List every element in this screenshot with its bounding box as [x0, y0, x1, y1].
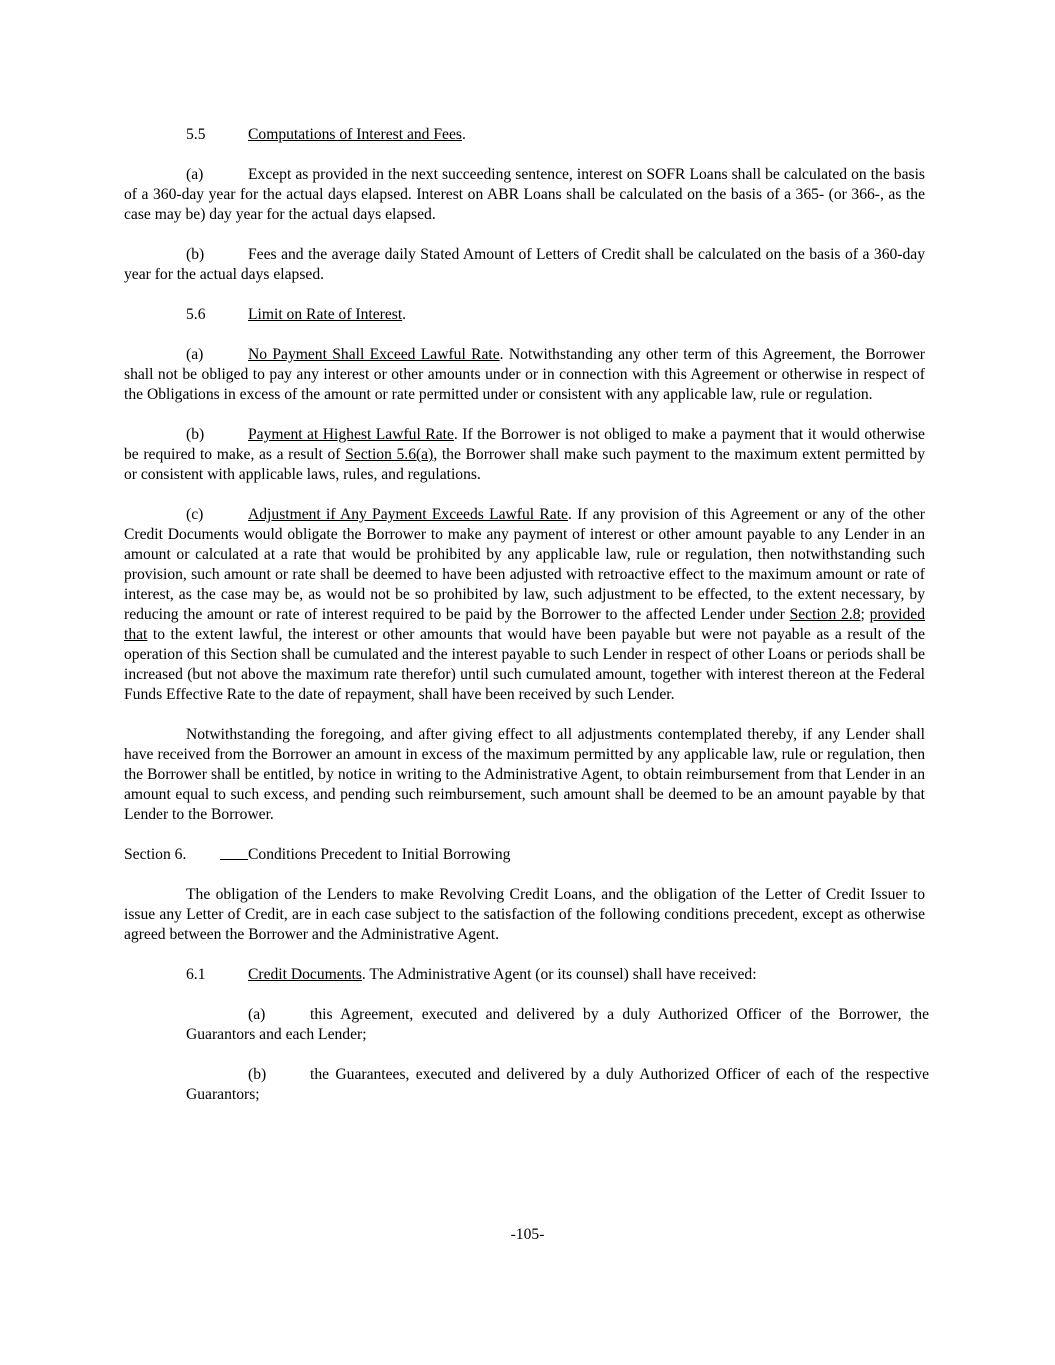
- clause-5-6-b: (b) Payment at Highest Lawful Rate. If the Borrower is not obliged to make a payment that it would otherwise be required to make, as a result of Section 5.6(a), the Borrower shall make such payment to the maximum extent permitted by or consistent with applicable laws, rules, and regulations.: [124, 426, 925, 483]
- clause-label: (b): [186, 246, 205, 263]
- section-5-6-heading: 5.6 Limit on Rate of Interest.: [186, 306, 407, 323]
- clause-label: (c): [186, 506, 204, 523]
- clause-6-1-b: (b) the Guarantees, executed and delivered by a duly Authorized Officer of each of the respective Guarantors;: [186, 1066, 929, 1103]
- cross-reference-link[interactable]: Section 2.8: [789, 606, 861, 623]
- page-body: [124, 125, 929, 1105]
- clause-6-1-a: (a) this Agreement, executed and delivered by a duly Authorized Officer of the Borrower, the Guarantors and each Lender;: [186, 1006, 929, 1043]
- section-6-1-heading: 6.1 Credit Documents. The Administrative Agent (or its counsel) shall have received:: [186, 966, 757, 983]
- clause-5-6-c: (c) Adjustment if Any Payment Exceeds Lawful Rate. If any provision of this Agreement or any of the other Credit Documents would obligate the Borrower to make any payment of interest or other amount payable to any Lender in an amount or calculated at a rate that would be prohibited by any applicable law, rule or regulation, then notwithstanding such provision, such amount or rate shall be deemed to have been adjusted with retroactive effect to the maximum amount or rate of interest, as the case may be, as would not be so prohibited by law, such adjustment to be effected, to the extent necessary, by reducing the amount or rate of interest required to be paid by the Borrower to the affected Lender under Section 2.8; provided that to the extent lawful, the interest or other amounts that would have been payable but were not payable as a result of the operation of this Section shall be cumulated and the interest payable to such Lender in respect of other Loans or periods shall be increased (but not above the maximum rate therefor) until such cumulated amount, together with interest thereon at the Federal Funds Effective Rate to the date of repayment, shall have been received by such Lender.: [124, 506, 926, 703]
- provided-term: provided: [869, 606, 926, 623]
- section-label: Section 6.: [124, 846, 187, 863]
- clause-heading: No Payment Shall Exceed Lawful Rate: [248, 346, 500, 363]
- section-number: 5.6: [186, 306, 206, 323]
- section-number: 6.1: [186, 966, 206, 983]
- cross-reference-link[interactable]: Section 5.6(a): [345, 446, 434, 463]
- section-title: Limit on Rate of Interest: [248, 306, 403, 323]
- section-5-5-heading: 5.5 Computations of Interest and Fees.: [186, 126, 466, 143]
- clause-label: (b): [248, 1066, 267, 1083]
- clause-label: (b): [186, 426, 205, 443]
- page-number: -105-: [510, 1226, 545, 1243]
- section-number: 5.5: [186, 126, 206, 143]
- clause-5-6-a: (a) No Payment Shall Exceed Lawful Rate. Notwithstanding any other term of this Agreement, the Borrower shall not be obliged to pay any interest or other amounts under or in connection with this Agreement or otherwise in respect of the Obligations in excess of the amount or rate permitted under or consistent with any applicable law, rule or regulation.: [124, 346, 925, 403]
- section-title: Credit Documents: [248, 966, 362, 983]
- clause-label: (a): [186, 166, 204, 183]
- section-title: Computations of Interest and Fees: [248, 126, 462, 143]
- clause-5-5-a: (a) Except as provided in the next succeeding sentence, interest on SOFR Loans shall be calculated on the basis of a 360-day year for the actual days elapsed. Interest on ABR Loans shall be calculated on the basis of a 365- (or 366-, as the case may be) day year for the actual days elapsed.: [124, 166, 925, 223]
- section-title: Conditions Precedent to Initial Borrowing: [248, 846, 511, 863]
- clause-label: (a): [248, 1006, 266, 1023]
- clause-heading: Payment at Highest Lawful Rate: [248, 426, 454, 443]
- notwithstanding-paragraph: Notwithstanding the foregoing, and after giving effect to all adjustments contemplated thereby, if any Lender shall have received from the Borrower an amount in excess of the maximum permitted by any applicable law, rule or regulation, then the Borrower shall be entitled, by notice in writing to the Administrative Agent, to obtain reimbursement from that Lender in an amount equal to such excess, and pending such reimbursement, such amount shall be deemed to be an amount payable by that Lender to the Borrower.: [124, 726, 925, 823]
- section-6-intro: The obligation of the Lenders to make Revolving Credit Loans, and the obligation of the Letter of Credit Issuer to issue any Letter of Credit, are in each case subject to the satisfaction of the following conditions precedent, except as otherwise agreed between the Borrower and the Administrative Agent.: [124, 886, 925, 943]
- clause-heading: Adjustment if Any Payment Exceeds Lawful Rate: [248, 506, 568, 523]
- clause-label: (a): [186, 346, 204, 363]
- clause-5-5-b: (b) Fees and the average daily Stated Amount of Letters of Credit shall be calculated on the basis of a 360-day year for the actual days elapsed.: [124, 246, 925, 283]
- that-term: that: [124, 626, 148, 643]
- section-6-heading: [124, 845, 925, 865]
